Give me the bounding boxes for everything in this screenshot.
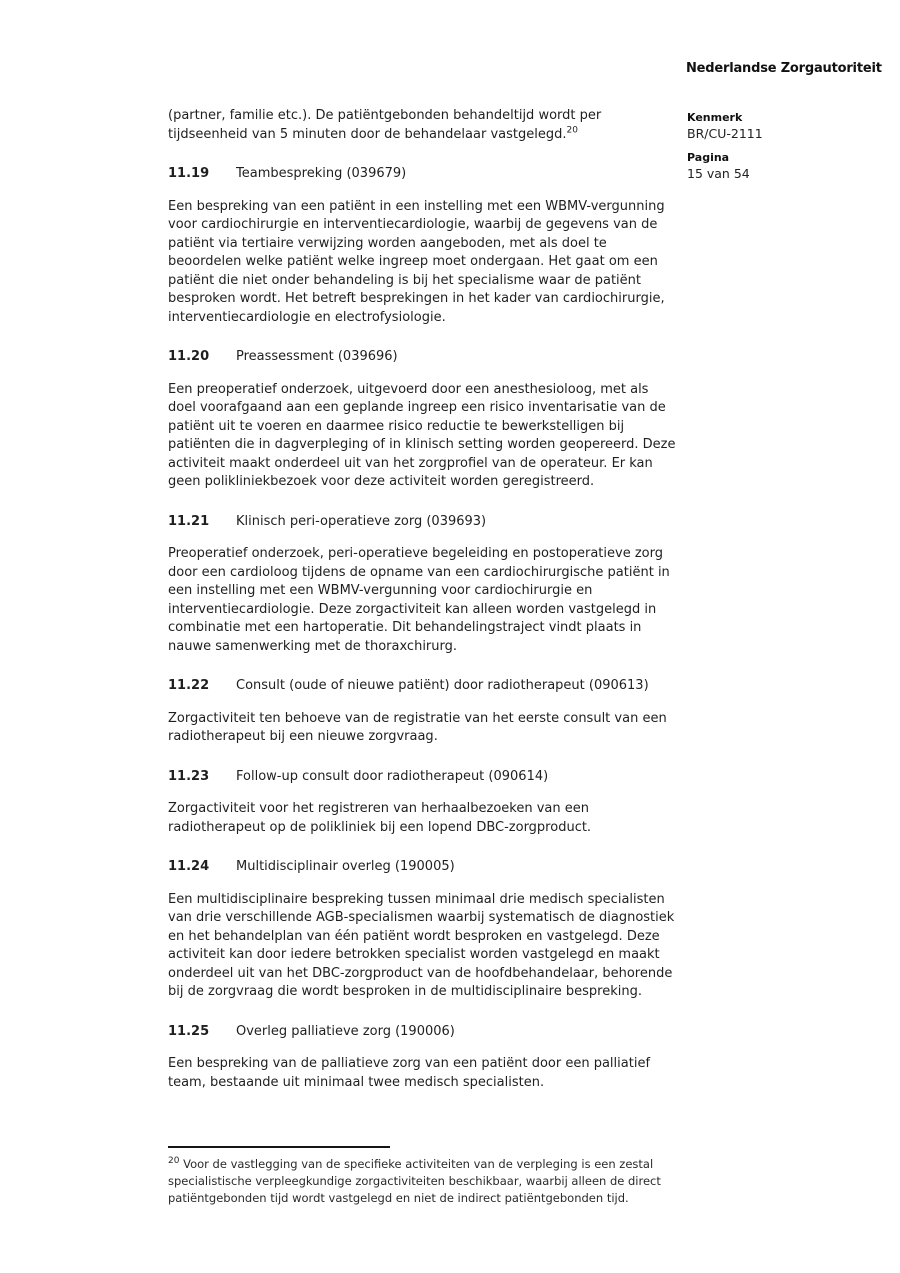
org-title: Nederlandse Zorgautoriteit <box>686 61 882 76</box>
pagina-label: Pagina <box>687 151 730 164</box>
section-body: Een multidisciplinaire bespreking tussen minimaal drie medisch specialisten van drie verschillende AGB-specialismen waarbij systematisch de diagnostiek en het behandelplan van één patiënt wordt besproken en vastgelegd. Deze activiteit kan door iedere betrokken specialist worden vastgelegd en maakt onderdeel uit van het DBC-zorgproduct van de hoofdbehandelaar, behorende bij de zorgvraag die wordt besproken in de multidisciplinaire bespreking. <box>168 891 675 999</box>
section-title: Teambespreking (039679) <box>236 166 407 181</box>
meta-kenmerk <box>687 111 763 141</box>
content-column <box>168 107 680 1092</box>
section-number: 11.24 <box>168 859 210 874</box>
section-title: Consult (oude of nieuwe patiënt) door radiotherapeut (090613) <box>236 678 649 693</box>
section-11-22 <box>168 677 680 747</box>
section-11-19 <box>168 165 680 327</box>
section-title: Follow-up consult door radiotherapeut (090614) <box>236 768 549 784</box>
section-11-21 <box>168 513 680 657</box>
section-title: Overleg palliatieve zorg (190006) <box>236 1023 455 1039</box>
section-heading <box>168 858 680 877</box>
section-number: 11.25 <box>168 1023 210 1039</box>
section-number: 11.23 <box>168 768 210 784</box>
footnote-area <box>168 1146 680 1207</box>
intro-paragraph <box>168 107 680 144</box>
section-number: 11.21 <box>168 513 210 529</box>
section-number: 11.19 <box>168 166 210 181</box>
section-11-24 <box>168 858 680 1002</box>
pagina-value: 15 van 54 <box>687 165 750 181</box>
section-title: Preassessment (039696) <box>236 349 398 364</box>
section-title: Multidisciplinair overleg (190005) <box>236 859 455 874</box>
section-heading <box>168 513 680 532</box>
footnote-text: Voor de vastlegging van de specifieke activiteiten van de verpleging is een zestal specialistische verpleegkundige zorgactiviteiten beschikbaar, waarbij alleen de direct patiëntgebonden tijd wordt vastgelegd en niet de indirect patiëntgebonden tijd. <box>168 1157 661 1205</box>
footnote-marker: 20 <box>168 1156 180 1167</box>
section-body: Zorgactiviteit ten behoeve van de registratie van het eerste consult van een radiotherapeut bij een nieuwe zorgvraag. <box>168 710 667 744</box>
section-11-20 <box>168 348 680 492</box>
section-heading <box>168 768 680 787</box>
meta-pagina <box>687 151 763 181</box>
intro-text: (partner, familie etc.). De patiëntgebonden behandeltijd wordt per tijdseenheid van 5 minuten door de behandelaar vastgelegd. <box>168 108 602 142</box>
section-11-25 <box>168 1023 680 1093</box>
section-body: Een preoperatief onderzoek, uitgevoerd door een anesthesioloog, met als doel voorafgaand aan een geplande ingreep een risico inventarisatie van de patiënt uit te voeren en daarmee risico reductie te bewerkstelligen bij patiënten die in dagverpleging of in klinisch setting worden geopereerd. Deze activiteit maakt onderdeel uit van het zorgprofiel van de operateur. Er kan geen polikliniekbezoek voor deze activiteit worden geregistreerd. <box>168 381 676 489</box>
section-heading <box>168 348 680 367</box>
footnote-separator <box>168 1146 390 1148</box>
section-heading <box>168 1023 680 1042</box>
section-11-23 <box>168 768 680 838</box>
document-meta <box>687 111 763 181</box>
section-number: 11.22 <box>168 678 210 693</box>
section-number: 11.20 <box>168 349 210 364</box>
footnote-reference: 20 <box>566 125 578 136</box>
section-body: Preoperatief onderzoek, peri-operatieve begeleiding en postoperatieve zorg door een cardioloog tijdens de opname van een cardiochirurgische patiënt in een instelling met een WBMV-vergunning voor cardiochirurgie en interventiecardiologie. Deze zorgactiviteit kan alleen worden vastgelegd in combinatie met een hartoperatie. Dit behandelingstraject vindt plaats in nauwe samenwerking met de thoraxchirurg. <box>168 546 670 654</box>
section-heading <box>168 677 680 696</box>
section-body: Zorgactiviteit voor het registreren van herhaalbezoeken van een radiotherapeut op de polikliniek bij een lopend DBC-zorgproduct. <box>168 801 592 835</box>
kenmerk-value: BR/CU-2111 <box>687 125 763 141</box>
section-body: Een bespreking van een patiënt in een instelling met een WBMV-vergunning voor cardiochirurgie en interventiecardiologie, waarbij de gegevens van de patiënt via tertiaire verwijzing worden aangeboden, met als doel te beoordelen welke patiënt welke ingreep moet ondergaan. Het gaat om een patiënt die niet onder behandeling is bij het specialisme waar de patiënt besproken wordt. Het betreft besprekingen in het kader van cardiochirurgie, interventiecardiologie en electrofysiologie. <box>168 198 665 325</box>
footnote <box>168 1156 680 1207</box>
section-heading <box>168 165 680 184</box>
section-title: Klinisch peri-operatieve zorg (039693) <box>236 513 487 529</box>
kenmerk-label: Kenmerk <box>687 111 743 124</box>
section-body: Een bespreking van de palliatieve zorg van een patiënt door een palliatief team, bestaande uit minimaal twee medisch specialisten. <box>168 1056 651 1090</box>
